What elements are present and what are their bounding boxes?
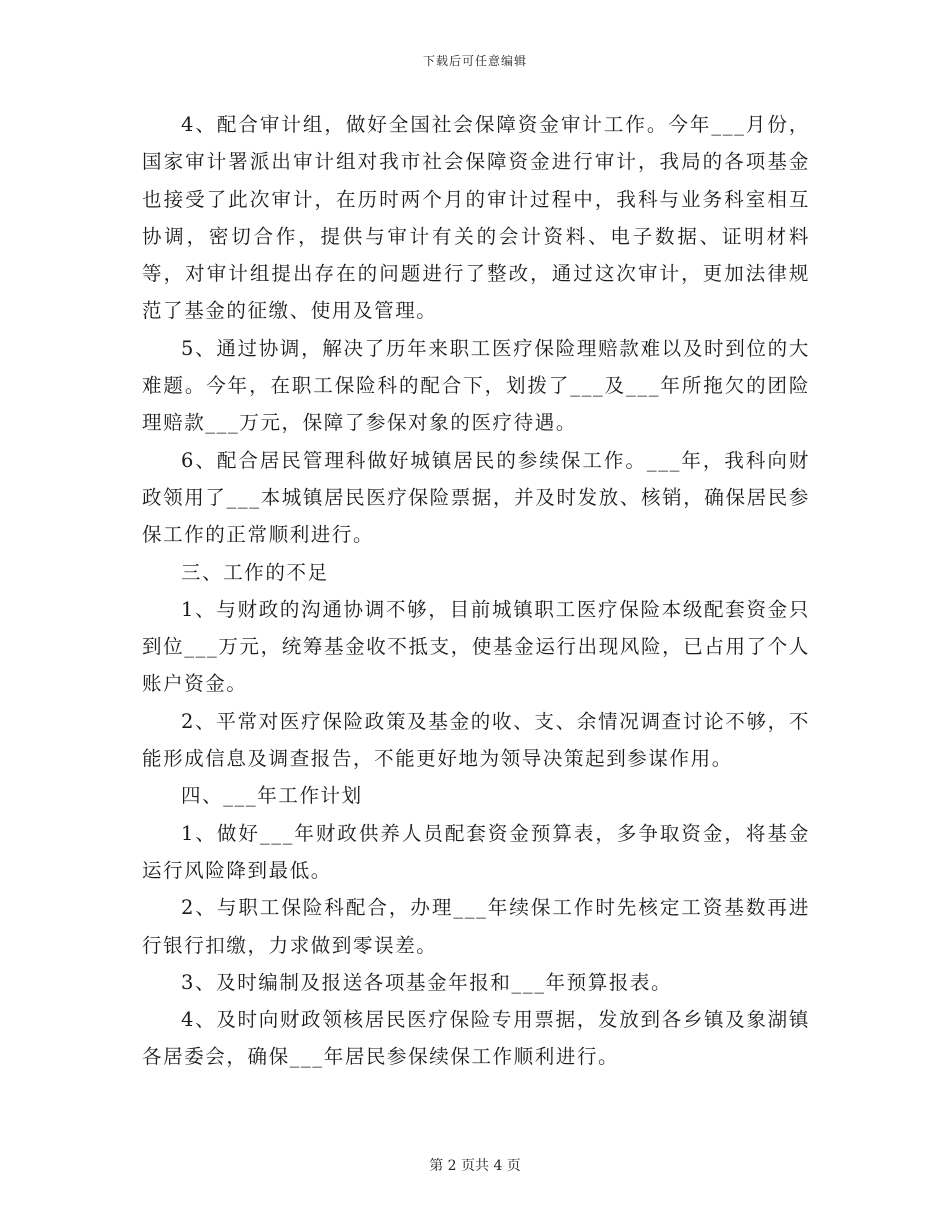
paragraph-plan-renewal: 2、与职工保险科配合，办理___年续保工作时先核定工资基数再进行银行扣缴，力求做到零误差。 [142, 896, 810, 957]
page-header: 下载后可任意编辑 [422, 54, 527, 68]
paragraph-resident-enrollment: 6、配合居民管理科做好城镇居民的参续保工作。___年，我科向财政领用了___本城镇居民医疗保险票据，并及时发放、核销，确保居民参保工作的正常顺利进行。 [142, 448, 810, 547]
page-number: 第 2 页共 4 页 [429, 1158, 521, 1174]
paragraph-plan-budget: 1、做好___年财政供养人员配套资金预算表，多争取资金，将基金运行风险降到最低。 [142, 821, 810, 882]
paragraph-plan-reports: 3、及时编制及报送各项基金年报和___年预算报表。 [181, 970, 673, 994]
paragraph-plan-receipts: 4、及时向财政领核居民医疗保险专用票据，发放到各乡镇及象湖镇各居委会，确保___年居民参保续保工作顺利进行。 [142, 1008, 810, 1069]
paragraph-finance-communication: 1、与财政的沟通协调不够，目前城镇职工医疗保险本级配套资金只到位___万元，统筹基金收不抵支，使基金运行出现风险，已占用了个人账户资金。 [142, 597, 810, 696]
section-heading-shortcomings: 三、工作的不足 [181, 560, 329, 584]
section-heading-work-plan: 四、___年工作计划 [181, 784, 363, 808]
document-body [142, 106, 810, 1076]
paragraph-audit-cooperation: 4、配合审计组，做好全国社会保障资金审计工作。今年___月份，国家审计署派出审计组对我市社会保障资金进行审计，我局的各项基金也接受了此次审计，在历时两个月的审计过程中，我科与业务科室相互协调，密切合作，提供与审计有关的会计资料、电子数据、证明材料等，对审计组提出存在的问题进行了整改，通过这次审计，更加法律规范了基金的征缴、使用及管理。 [142, 113, 810, 323]
paragraph-claims-coordination: 5、通过协调，解决了历年来职工医疗保险理赔款难以及时到位的大难题。今年，在职工保险科的配合下，划拨了___及___年所拖欠的团险理赔款___万元，保障了参保对象的医疗待遇。 [142, 336, 810, 435]
paragraph-policy-research: 2、平常对医疗保险政策及基金的收、支、余情况调查讨论不够，不能形成信息及调查报告，不能更好地为领导决策起到参谋作用。 [142, 709, 810, 771]
